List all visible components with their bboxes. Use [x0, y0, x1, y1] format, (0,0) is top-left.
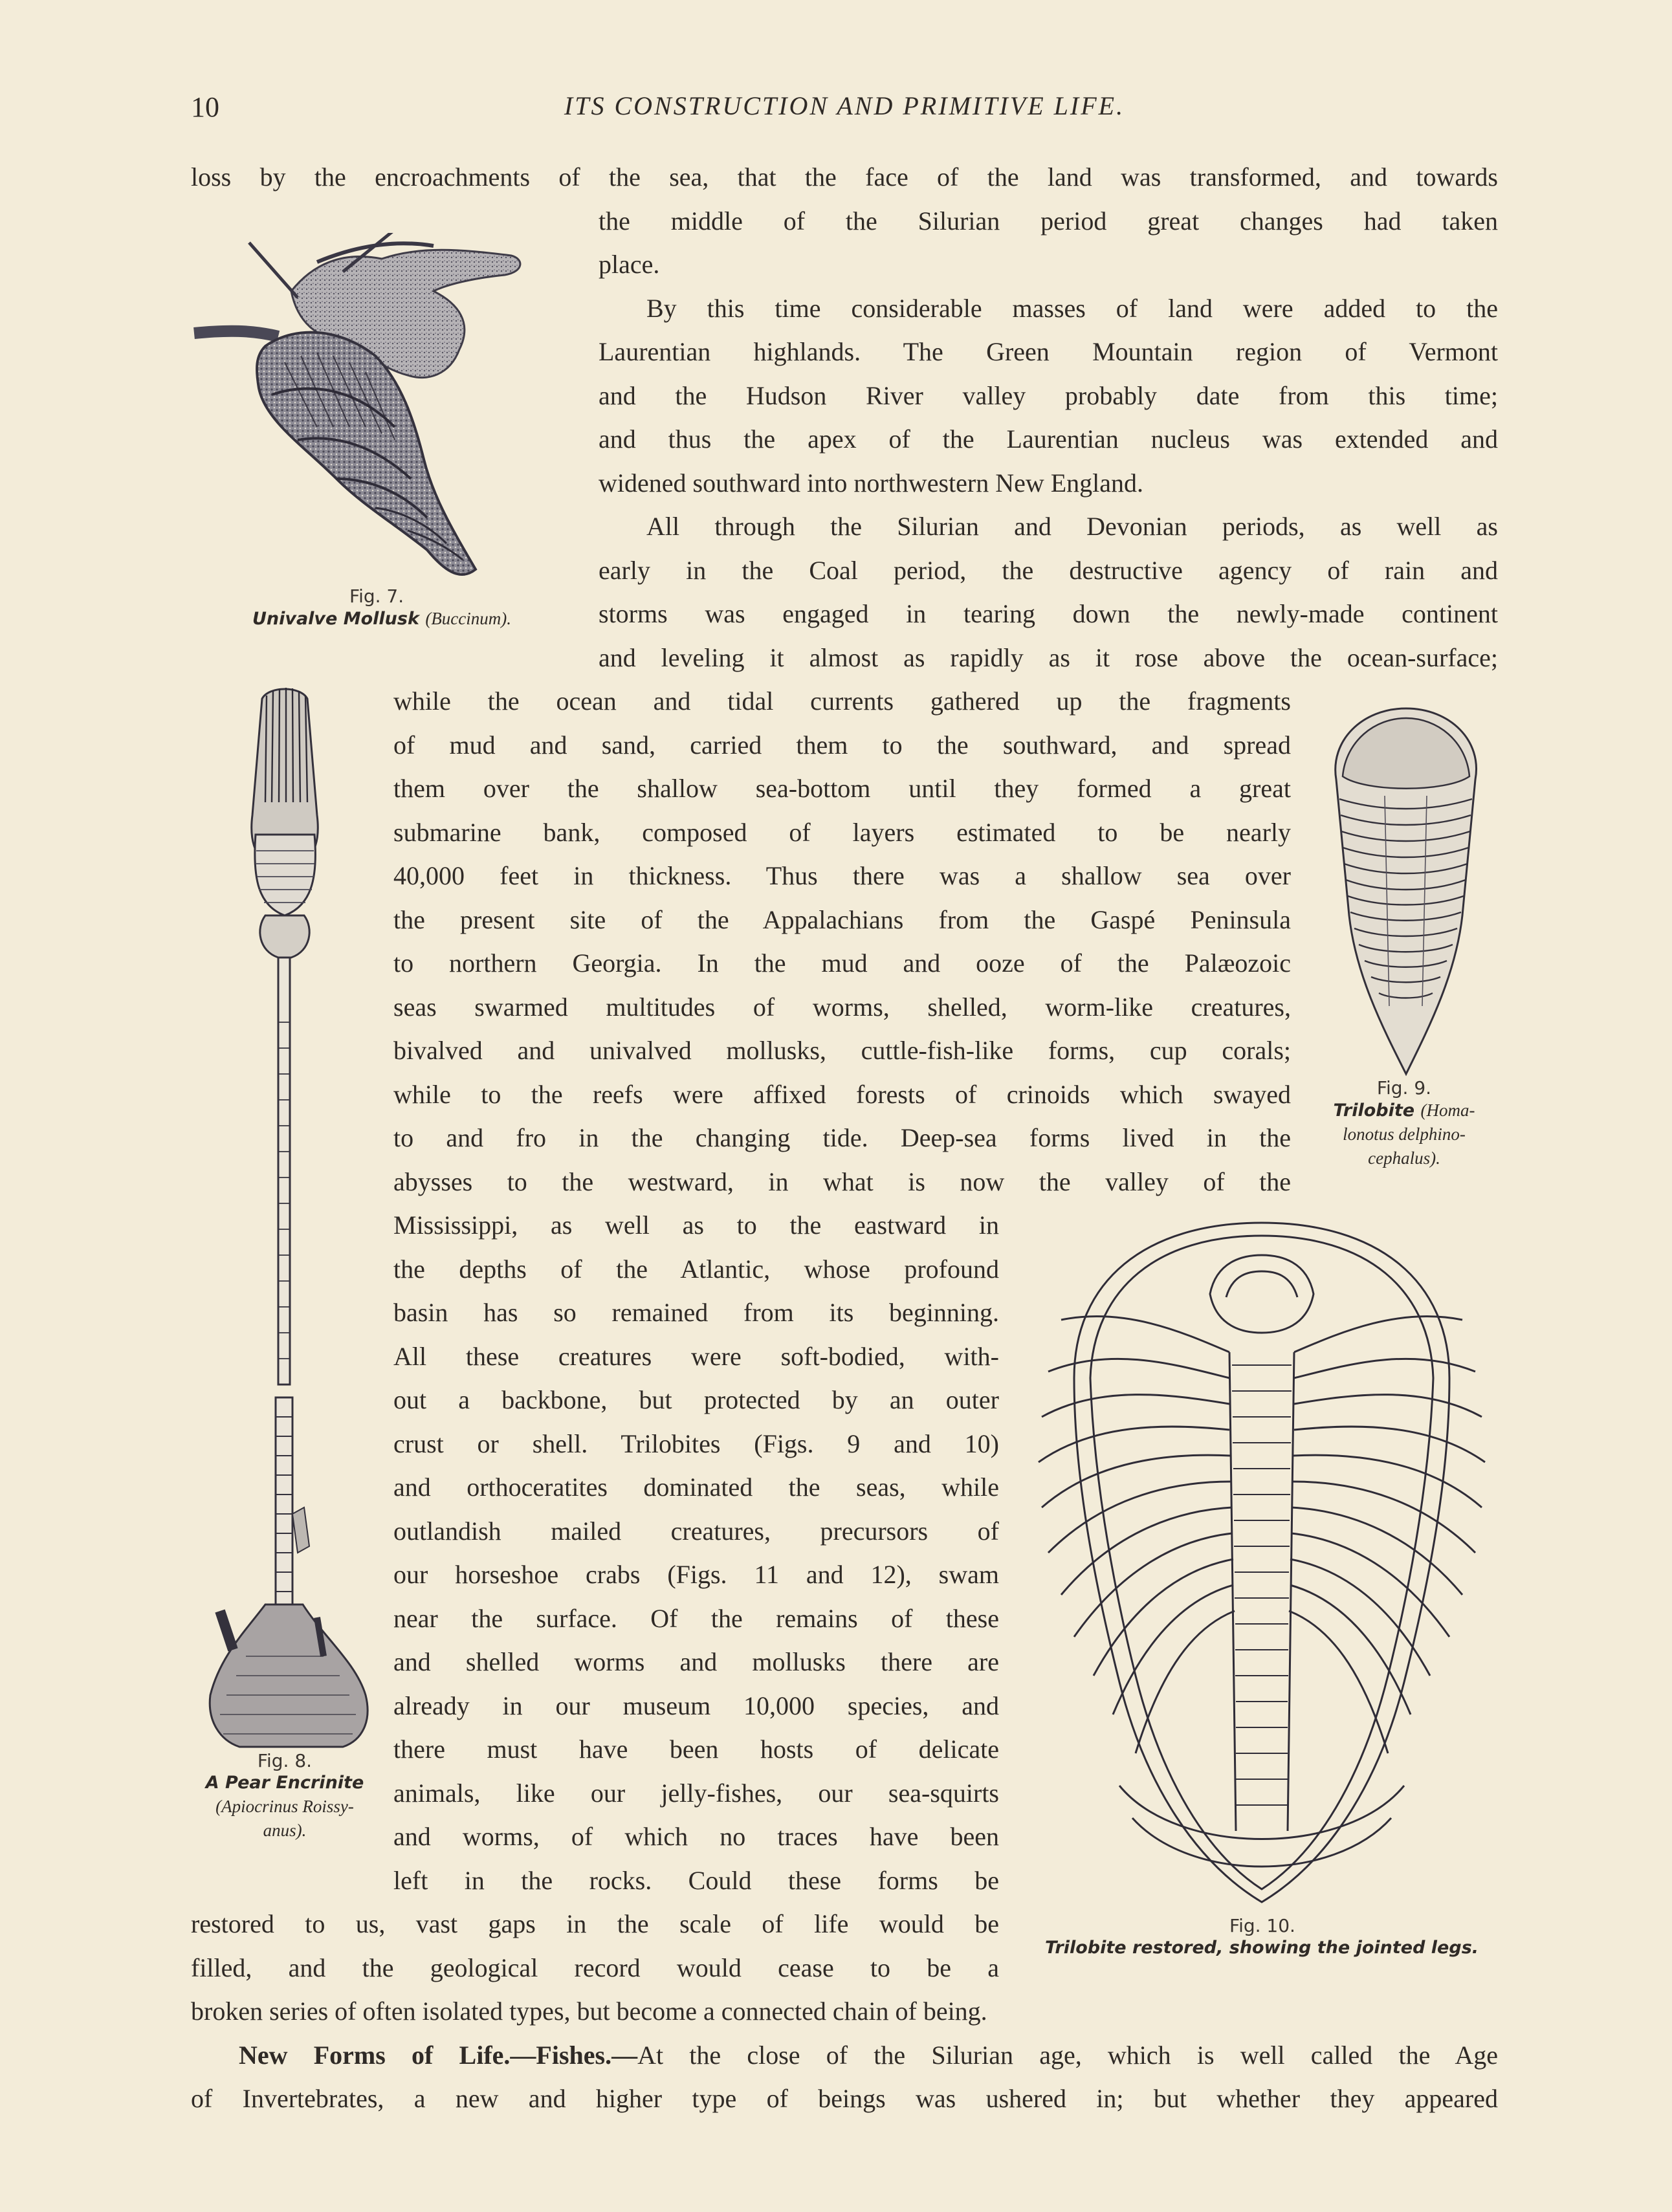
text-line: 40,000 feet in thickness. Thus there was a shallow sea over	[393, 861, 1291, 890]
text-fragment: At the close of the Silurian age, which is well called the Age	[637, 2040, 1498, 2070]
text-line: restored to us, vast gaps in the scale of life would be	[191, 1909, 999, 1938]
figure-9-caption	[1314, 1077, 1495, 1170]
text-line: place.	[599, 250, 660, 279]
text-block-narrow	[393, 1203, 999, 1902]
text-line: the present site of the Appalachians from the Gaspé Peninsula	[393, 904, 1291, 934]
text-line: to and fro in the changing tide. Deep-sea forms lived in the	[393, 1123, 1291, 1152]
text-line: the middle of the Silurian period great changes had taken	[599, 206, 1498, 235]
text-line: of mud and sand, carried them to the southward, and spread	[393, 730, 1291, 760]
text-line: and thus the apex of the Laurentian nucleus was extended and	[599, 424, 1498, 454]
univalve-mollusk-illustration	[188, 233, 550, 592]
page-number: 10	[191, 91, 219, 123]
figure-species: (Buccinum).	[425, 609, 512, 628]
text-line: and the Hudson River valley probably date from this time;	[599, 380, 1498, 410]
text-line: there must have been hosts of delicate	[393, 1735, 999, 1764]
text-line: crust or shell. Trilobites (Figs. 9 and 10)	[393, 1429, 999, 1458]
figure-species: (Homa-	[1420, 1101, 1475, 1120]
text-line: near the surface. Of the remains of these	[393, 1603, 999, 1633]
text-block-lower	[191, 1902, 999, 1989]
figure-title: Trilobite restored, showing the jointed legs.	[1044, 1938, 1479, 1958]
trilobite-restored-illustration	[1035, 1216, 1488, 1909]
text-line: All through the Silurian and Devonian periods, as well as	[646, 512, 1498, 541]
pear-encrinite-illustration	[194, 686, 388, 1753]
run-in-heading: New Forms of Life.—Fishes.—	[239, 2040, 638, 2070]
text-line: left in the rocks. Could these forms be	[393, 1865, 999, 1895]
text-line: and shelled worms and mollusks there are	[393, 1647, 999, 1676]
text-line: and worms, of which no traces have been	[393, 1822, 999, 1851]
figure-8-caption	[188, 1750, 382, 1843]
text-line: while the ocean and tidal currents gathered up the fragments	[393, 686, 1291, 716]
text-line: early in the Coal period, the destructive agency of rain and	[599, 555, 1498, 585]
figure-title: A Pear Encrinite	[205, 1773, 364, 1793]
figure-number: Fig. 10.	[1229, 1915, 1295, 1936]
figure-number: Fig. 9.	[1376, 1077, 1432, 1099]
figure-10-caption	[1035, 1915, 1488, 1960]
figure-species: cephalus).	[1368, 1148, 1440, 1168]
text-line: of Invertebrates, a new and higher type of beings was ushered in; but whether they appeared	[191, 2084, 1498, 2113]
text-line: submarine bank, composed of layers estimated to be nearly	[393, 817, 1291, 847]
figure-species: lonotus delphino-	[1343, 1124, 1466, 1144]
text-line: our horseshoe crabs (Figs. 11 and 12), swam	[393, 1560, 999, 1589]
text-line: loss by the encroachments of the sea, that the face of the land was transformed, and towards	[191, 162, 1498, 192]
text-line: widened southward into northwestern New England.	[599, 468, 1144, 498]
figure-number: Fig. 8.	[257, 1750, 313, 1771]
text-line: filled, and the geological record would cease to be a	[191, 1953, 999, 1982]
text-line: animals, like our jelly-fishes, our sea-squirts	[393, 1778, 999, 1808]
text-line: abysses to the westward, in what is now the valley of the	[393, 1166, 1291, 1196]
text-line: storms was engaged in tearing down the newly-made continent	[599, 599, 1498, 628]
text-line	[191, 2033, 1498, 2077]
text-line: broken series of often isolated types, but become a connected chain of being.	[191, 1997, 987, 2026]
figure-species: anus).	[263, 1821, 307, 1840]
text-line: By this time considerable masses of land were added to the	[646, 293, 1498, 323]
text-line: and orthoceratites dominated the seas, while	[393, 1473, 999, 1502]
text-line: bivalved and univalved mollusks, cuttle-fish-like forms, cup corals;	[393, 1036, 1291, 1065]
text-line: to northern Georgia. In the mud and ooze of the Palæozoic	[393, 948, 1291, 978]
text-line: already in our museum 10,000 species, and	[393, 1691, 999, 1720]
text-line: while to the reefs were affixed forests of crinoids which swayed	[393, 1079, 1291, 1109]
text-line: the depths of the Atlantic, whose profound	[393, 1254, 999, 1284]
figure-title: Univalve Mollusk	[252, 609, 419, 629]
text-line: seas swarmed multitudes of worms, shelled, worm-like creatures,	[393, 992, 1291, 1022]
text-line: outlandish mailed creatures, precursors of	[393, 1516, 999, 1546]
text-line: out a backbone, but protected by an outer	[393, 1385, 999, 1414]
figure-7-caption	[214, 586, 550, 631]
text-line: All these creatures were soft-bodied, with-	[393, 1341, 999, 1371]
text-line: Laurentian highlands. The Green Mountain region of Vermont	[599, 337, 1498, 366]
text-block-bottom	[191, 1989, 1498, 2121]
trilobite-illustration	[1317, 702, 1495, 1077]
text-line: and leveling it almost as rapidly as it rose above the ocean-surface;	[599, 642, 1498, 672]
figure-title: Trilobite	[1333, 1101, 1415, 1121]
page-header	[191, 91, 1498, 129]
text-line: them over the shallow sea-bottom until they formed a great	[393, 774, 1291, 803]
running-title: ITS CONSTRUCTION AND PRIMITIVE LIFE.	[564, 91, 1125, 120]
text-line: Mississippi, as well as to the eastward in	[393, 1210, 999, 1240]
text-line: basin has so remained from its beginning.	[393, 1298, 999, 1327]
figure-species: (Apiocrinus Roissy-	[215, 1797, 354, 1816]
figure-number: Fig. 7.	[349, 586, 404, 607]
text-block-middle	[393, 679, 1291, 1203]
